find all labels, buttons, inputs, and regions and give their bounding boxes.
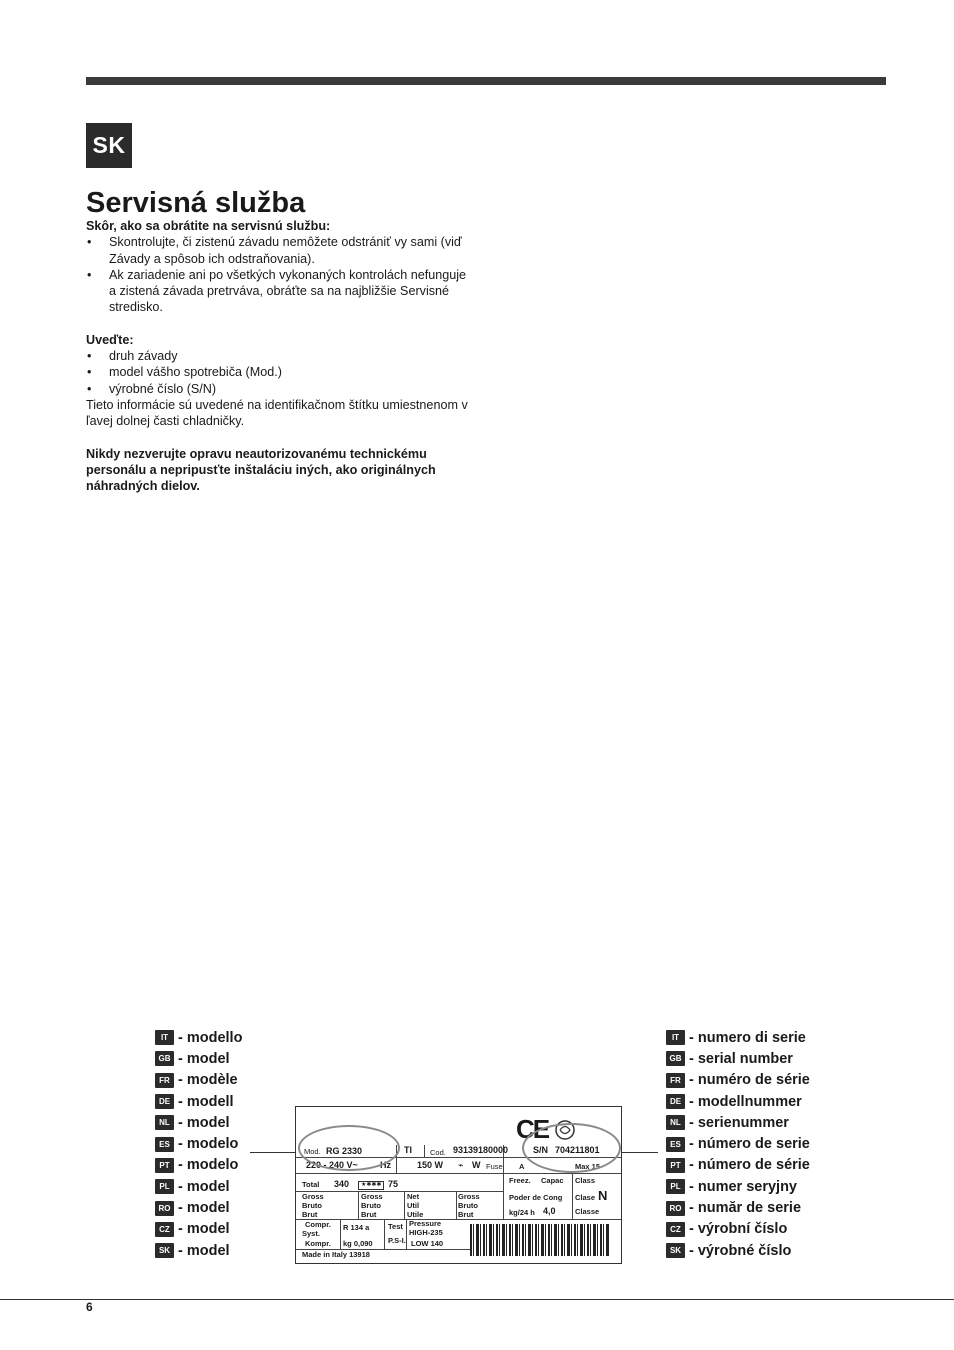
- barcode: [470, 1224, 610, 1256]
- made-in-text: Made in Italy 13918: [302, 1250, 370, 1259]
- lang-code-badge: PL: [666, 1179, 685, 1194]
- rating-plate: CE Mod. RG 2330 TI Cod. 93139180000 S/N 704211801 220 - 240 V~ Hz 150 W ⌁ W Fuse A Max 15 Total 340 ★✱✱✱ 75 Freez. Capac Class Gross Bruto Brut Gross Bruto Brut Net Util Utile Gross Bruto Brut Poder de Cong kg/24 h 4,0 Clase N Classe Compr. Syst. R 134 a Test Pressure HIGH-235 Kompr. kg 0,090 P.S-I. LOW 140 Made in Italy 13918: [295, 1106, 622, 1264]
- list-item: [666, 1133, 810, 1154]
- state-list: [86, 348, 476, 397]
- model-label: - model: [178, 1114, 230, 1131]
- serial-label: - výrobní číslo: [689, 1221, 788, 1238]
- serial-highlight-circle: [522, 1123, 621, 1173]
- list-item: [666, 1155, 810, 1176]
- lang-code-badge: IT: [666, 1030, 685, 1045]
- list-item: [155, 1027, 242, 1048]
- serial-label: - výrobné číslo: [689, 1242, 792, 1259]
- list-item: [666, 1219, 810, 1240]
- serial-label: - número de serie: [689, 1136, 810, 1153]
- lang-code-badge: SK: [155, 1243, 174, 1258]
- list-item: [666, 1070, 810, 1091]
- lang-code-badge: IT: [155, 1030, 174, 1045]
- list-item: [155, 1133, 242, 1154]
- language-badge: SK: [86, 123, 132, 168]
- lang-code-badge: GB: [155, 1051, 174, 1066]
- list-item: • Skontrolujte, či zistenú závadu nemôžete odstrániť vy sami (viď Závady a spôsob ich odstraňovania).: [86, 234, 476, 267]
- lang-code-badge: NL: [155, 1115, 174, 1130]
- lang-code-badge: NL: [666, 1115, 685, 1130]
- page-title: Servisná služba: [86, 187, 306, 219]
- serial-label-list: [666, 1027, 810, 1261]
- model-highlight-circle: [298, 1125, 400, 1171]
- list-item: • model vášho spotrebiča (Mod.): [86, 364, 476, 380]
- lang-code-badge: PL: [155, 1179, 174, 1194]
- list-item: [155, 1197, 242, 1218]
- model-value: RG 2330: [326, 1146, 363, 1156]
- lang-code-badge: RO: [155, 1201, 174, 1216]
- list-item: [666, 1027, 810, 1048]
- serial-label: - numéro de série: [689, 1072, 810, 1089]
- star-rating-icon: ★✱✱✱: [358, 1181, 384, 1190]
- model-label: - modell: [178, 1093, 234, 1110]
- list-item: [155, 1048, 242, 1069]
- model-label: - modelo: [178, 1157, 239, 1174]
- lang-code-badge: RO: [666, 1201, 685, 1216]
- list-item: [666, 1112, 810, 1133]
- intro-list: [86, 234, 476, 315]
- serial-label: - serienummer: [689, 1114, 789, 1131]
- serial-value: 704211801: [555, 1145, 600, 1155]
- list-item: [666, 1176, 810, 1197]
- ce-mark: CE: [516, 1114, 549, 1144]
- lang-code-badge: FR: [666, 1073, 685, 1088]
- list-item: [666, 1048, 810, 1069]
- list-item: [155, 1112, 242, 1133]
- lang-code-badge: CZ: [666, 1222, 685, 1237]
- lang-code-badge: ES: [155, 1137, 174, 1152]
- bottom-rule: [0, 1299, 954, 1300]
- serial-label: - serial number: [689, 1050, 793, 1067]
- list-item: [155, 1219, 242, 1240]
- serial-label: - número de série: [689, 1157, 810, 1174]
- list-item: • druh závady: [86, 348, 476, 364]
- lang-code-badge: PT: [155, 1158, 174, 1173]
- list-item: • Ak zariadenie ani po všetkých vykonaných kontrolách nefunguje a zistená závada pretrváva, obráťte sa na najbližšie Servisné stredisko.: [86, 267, 476, 316]
- service-instructions: [86, 218, 476, 494]
- list-item: [155, 1240, 242, 1261]
- lang-code-badge: ES: [666, 1137, 685, 1152]
- lang-code-badge: PT: [666, 1158, 685, 1173]
- model-label-list: [155, 1027, 242, 1261]
- info-text: Tieto informácie sú uvedené na identifikačnom štítku umiestnenom v ľavej dolnej časti chladničky.: [86, 397, 468, 429]
- list-item: [666, 1091, 810, 1112]
- serial-label: - numer seryjny: [689, 1178, 797, 1195]
- model-label: - model: [178, 1050, 230, 1067]
- lang-code-badge: DE: [155, 1094, 174, 1109]
- lang-code-badge: CZ: [155, 1222, 174, 1237]
- lang-code-badge: DE: [666, 1094, 685, 1109]
- code-value: 93139180000: [453, 1145, 509, 1155]
- lang-code-badge: FR: [155, 1073, 174, 1088]
- lang-code-badge: SK: [666, 1243, 685, 1258]
- model-label: - model: [178, 1178, 230, 1195]
- model-label: - model: [178, 1242, 230, 1259]
- model-label: - modelo: [178, 1136, 239, 1153]
- list-item: [666, 1240, 810, 1261]
- model-leader-line: [250, 1152, 300, 1153]
- model-label: - modèle: [178, 1072, 238, 1089]
- list-item: [666, 1197, 810, 1218]
- lang-code-badge: GB: [666, 1051, 685, 1066]
- warning-text: Nikdy nezverujte opravu neautorizovanému technickému personálu a nepripusťte inštaláciu iných, ako originálnych náhradných dielov.: [86, 446, 436, 494]
- serial-label: - modellnummer: [689, 1093, 802, 1110]
- model-label: - modello: [178, 1029, 243, 1046]
- list-item: [155, 1091, 242, 1112]
- serial-label: - numero di serie: [689, 1029, 806, 1046]
- page-number: 6: [86, 1300, 93, 1314]
- serial-label: - număr de serie: [689, 1200, 802, 1217]
- top-rule: [86, 77, 886, 85]
- list-item: [155, 1070, 242, 1091]
- list-item: [155, 1176, 242, 1197]
- list-item: [155, 1155, 242, 1176]
- model-label: - model: [178, 1221, 230, 1238]
- state-heading: Uveďte:: [86, 332, 134, 347]
- list-item: • výrobné číslo (S/N): [86, 381, 476, 397]
- model-label: - model: [178, 1200, 230, 1217]
- lamp-icon: ⌁: [458, 1160, 464, 1170]
- intro-heading: Skôr, ako sa obrátite na servisnú službu:: [86, 219, 331, 233]
